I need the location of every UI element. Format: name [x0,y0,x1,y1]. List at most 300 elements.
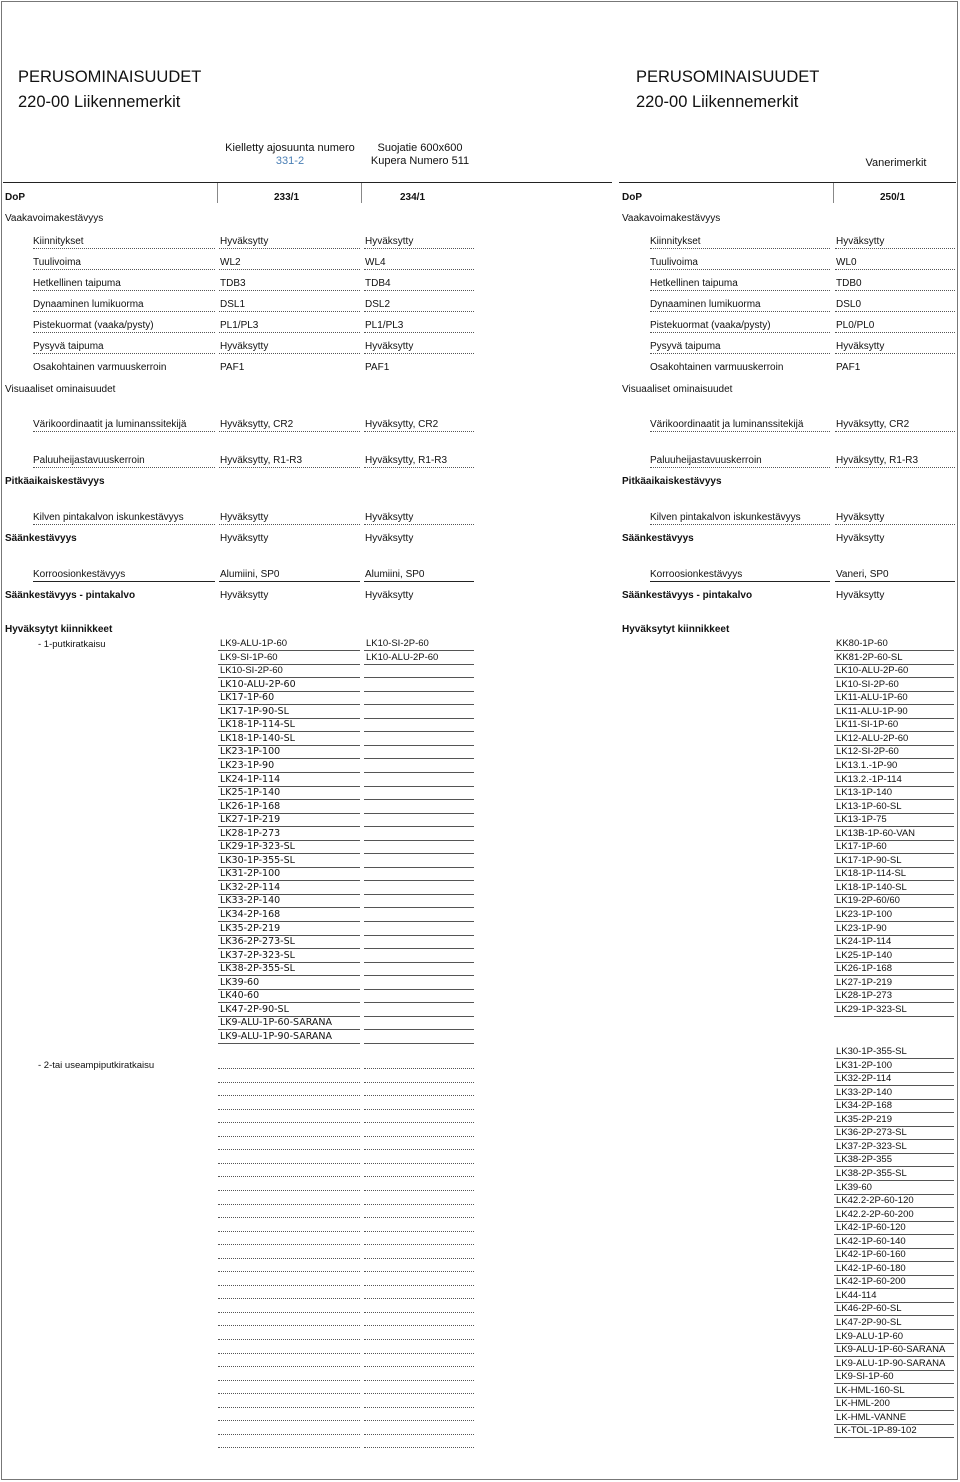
list-item-rule [364,799,474,800]
list-item-rule [364,907,474,908]
right-korr-name: Korroosionkestävyys [650,569,743,580]
empty-row-rule [218,1149,360,1150]
list-item: LK38-2P-355-SL [220,963,295,975]
left-vari-rule-v2 [364,431,474,432]
right-prop-name: Pysyvä taipuma [650,341,721,352]
left-paluu-rule [33,467,215,468]
list-item: LK34-2P-168 [836,1100,892,1112]
left-prop-v2: TDB4 [365,278,391,289]
list-item-rule [364,921,474,922]
left-col1-header-line1: Kielletty ajosuunta numero [225,142,355,154]
left-prop-rule-v2 [364,290,474,291]
empty-row-rule [218,1325,360,1326]
left-section-visual: Visuaaliset ominaisuudet [5,384,116,395]
list-item: LK13B-1P-60-VAN [836,827,916,839]
left-prop-v2: Hyväksytty [365,341,414,352]
right-prop-rule [650,269,830,270]
right-prop-rule-v [835,332,955,333]
left-prop-rule [33,353,215,354]
right-dop-divider [833,183,834,203]
left-kilven-v2: Hyväksytty [365,512,414,523]
left-prop-v1: Hyväksytty [220,236,269,247]
left-korr-rule-v2 [364,581,474,582]
left-dop-1: 233/1 [274,192,300,203]
empty-row-rule [364,1271,474,1272]
left-prop-rule-v1 [219,290,360,291]
list-item: LK31-2P-100 [220,868,281,880]
list-item: LK19-2P-60/60 [836,895,900,907]
left-vari-rule [33,431,215,432]
right-prop-name: Tuulivoima [650,257,698,268]
list-item-rule [364,867,474,868]
left-prop-name: Pysyvä taipuma [33,341,104,352]
empty-row-rule [218,1204,360,1205]
list-item: LK39-60 [220,976,260,988]
right-vari-name: Värikoordinaatit ja luminanssitekijä [650,419,804,430]
list-item: LK13.1.-1P-90 [836,759,898,771]
list-item: LK17-1P-90-SL [836,854,902,866]
empty-row-rule [364,1312,474,1313]
empty-row-rule [364,1380,474,1381]
empty-row-rule [364,1393,474,1394]
list-item: LK11-ALU-1P-90 [836,705,908,717]
list-item: LK30-1P-355-SL [836,1046,907,1057]
left-col1-header-line2: 331-2 [275,155,305,167]
empty-row-rule [364,1366,474,1367]
empty-row-rule [218,1420,360,1421]
right-saanp-name: Säänkestävyys - pintakalvo [622,590,753,601]
list-item-rule [364,786,474,787]
left-prop-v1: TDB3 [220,278,246,289]
right-section-pitka: Pitkäaikaiskestävyys [622,476,722,487]
right-paluu-rule-v [835,467,955,468]
left-prop-rule [33,248,215,249]
list-item: LK36-2P-273-SL [220,936,295,948]
right-vari-rule-v [835,431,955,432]
list-item: LK29-1P-323-SL [220,841,295,853]
empty-row-rule [364,1447,474,1448]
list-item-rule [364,758,474,759]
list-item-rule [364,935,474,936]
left-prop-name: Osakohtainen varmuuskerroin [33,362,167,373]
list-item: LK13-1P-75 [836,814,887,826]
list-item: LK28-1P-273 [836,990,892,1002]
empty-row-rule [364,1298,474,1299]
empty-row-rule [364,1420,474,1421]
right-section-visual: Visuaaliset ominaisuudet [622,384,733,395]
right-prop-v: PAF1 [836,362,861,373]
empty-row-rule [218,1298,360,1299]
left-prop-rule-v1 [219,248,360,249]
list-item: LK33-2P-140 [220,895,281,907]
list-item: LK42-1P-60-160 [836,1249,906,1261]
right-vari-v: Hyväksytty, CR2 [836,419,910,430]
list-item-rule [364,975,474,976]
left-paluu-rule-v2 [364,467,474,468]
empty-row-rule [364,1231,474,1232]
right-paluu-rule [650,467,830,468]
left-prop-v2: DSL2 [365,299,391,310]
list-item: LK9-ALU-1P-60-SARANA [220,1017,333,1029]
list-item-rule [364,772,474,773]
list-item-rule [364,677,474,678]
list-item: LK10-ALU-2P-60 [366,651,439,663]
list-item: LK24-1P-114 [220,773,281,785]
left-vari-v1: Hyväksytty, CR2 [220,419,294,430]
list-item: LK31-2P-100 [836,1059,892,1071]
list-item: LK38-2P-355 [836,1154,892,1166]
empty-row-rule [364,1095,474,1096]
left-prop-v1: PAF1 [220,362,245,373]
list-item: LK40-60 [220,990,260,1002]
list-item: LK13-1P-60-SL [836,800,902,812]
empty-row-rule [218,1176,360,1177]
list-item: LK26-1P-168 [220,800,281,812]
left-prop-name: Dynaaminen lumikuorma [33,299,144,310]
left-korr-v2: Alumiini, SP0 [365,569,425,580]
list-item-rule [834,1437,954,1438]
list-item: LK30-1P-355-SL [220,854,295,866]
list-item-rule [364,840,474,841]
right-prop-name: Dynaaminen lumikuorma [650,299,761,310]
list-item: LK34-2P-168 [220,909,281,920]
list-item: LK9-ALU-1P-90-SARANA [220,1030,333,1042]
empty-row-rule [218,1447,360,1448]
list-item-rule [364,1016,474,1017]
list-item: LK9-ALU-1P-60 [220,638,288,649]
left-korr-v1: Alumiini, SP0 [220,569,280,580]
list-item: LK23-1P-90 [836,922,887,934]
empty-row-rule [218,1068,360,1069]
left-section-kiinnikkeet: Hyväksytyt kiinnikkeet [5,624,113,635]
list-item: LK18-1P-140-SL [836,881,907,893]
list-item-rule [364,704,474,705]
left-prop-rule-v2 [364,248,474,249]
right-prop-rule-v [835,311,955,312]
left-prop-rule-v2 [364,332,474,333]
page-border [1,1,958,1480]
right-col-header: Vanerimerkit [865,157,927,169]
left-prop-rule-v2 [364,269,474,270]
left-kilven-name: Kilven pintakalvon iskunkestävyys [33,512,184,523]
left-title-2: 220-00 Liikennemerkit [18,93,181,111]
left-kilven-rule-v2 [364,524,474,525]
list-item: LK47-2P-90-SL [836,1317,902,1328]
empty-row-rule [218,1434,360,1435]
left-prop-rule-v1 [219,311,360,312]
left-prop-rule-v2 [364,353,474,354]
left-vari-rule-v1 [219,431,360,432]
left-kilven-rule [33,524,215,525]
left-sub-1putki: - 1-putkiratkaisu [38,639,106,650]
empty-row-rule [218,1380,360,1381]
list-item: LK12-SI-2P-60 [836,746,899,758]
left-saan-name: Säänkestävyys [5,533,77,544]
left-prop-rule [33,269,215,270]
left-prop-name: Kiinnitykset [33,236,84,247]
empty-row-rule [364,1149,474,1150]
list-item: LK9-SI-1P-60 [836,1371,894,1383]
right-kilven-v: Hyväksytty [836,512,885,523]
list-item: LK12-ALU-2P-60 [836,732,909,744]
right-saan-name: Säänkestävyys [622,533,694,544]
left-dop-label: DoP [5,192,25,203]
empty-row-rule [218,1258,360,1259]
empty-row-rule [364,1136,474,1137]
list-item-rule [364,1002,474,1003]
empty-row-rule [218,1231,360,1232]
list-item: LK9-ALU-1P-60-SARANA [836,1344,946,1356]
left-sub-2putki: - 2-tai useampiputkiratkaisu [38,1060,155,1071]
list-item: LK23-1P-90 [220,759,275,771]
right-prop-rule [650,332,830,333]
empty-row-rule [364,1082,474,1083]
list-item: LK11-ALU-1P-60 [836,692,908,704]
left-header-rule [3,182,612,183]
right-korr-rule [650,581,830,582]
empty-row-rule [364,1122,474,1123]
right-korr-v: Vaneri, SP0 [836,569,889,580]
list-item: LK18-1P-114-SL [220,719,295,731]
list-item: LK36-2P-273-SL [836,1127,907,1139]
empty-row-rule [218,1353,360,1354]
right-prop-v: Hyväksytty [836,341,885,352]
empty-row-rule [364,1190,474,1191]
list-item: LK10-SI-2P-60 [220,665,283,677]
right-prop-rule [650,248,830,249]
empty-row-rule [218,1163,360,1164]
list-item: LK18-1P-114-SL [836,868,907,880]
empty-row-rule [218,1393,360,1394]
list-item-rule [364,813,474,814]
list-item: LK9-ALU-1P-60 [836,1330,904,1342]
right-prop-name: Osakohtainen varmuuskerroin [650,362,784,373]
right-section-vaaka: Vaakavoimakestävyys [622,213,721,224]
left-prop-rule-v1 [219,353,360,354]
left-prop-v2: Hyväksytty [365,236,414,247]
list-item: LK9-ALU-1P-90-SARANA [836,1357,946,1369]
empty-row-rule [364,1339,474,1340]
left-prop-rule-v2 [364,311,474,312]
left-korr-rule-v1 [219,581,360,582]
list-item-rule [364,650,474,651]
left-prop-rule [33,311,215,312]
list-item: LK39-60 [836,1181,872,1193]
left-col2-header-line2: Kupera Numero 511 [370,155,470,167]
right-prop-rule-v [835,248,955,249]
right-korr-rule-v [835,581,955,582]
left-korr-rule [33,581,215,582]
empty-row-rule [218,1095,360,1096]
right-kilven-rule [650,524,830,525]
list-item: KK80-1P-60 [836,638,888,649]
empty-row-rule [218,1122,360,1123]
list-item-rule [364,1043,474,1044]
list-item: LK42-1P-60-200 [836,1276,906,1288]
left-prop-rule [33,332,215,333]
left-prop-rule-v1 [219,332,360,333]
empty-row-rule [218,1082,360,1083]
list-item: LK27-1P-219 [836,976,892,988]
right-title-1: PERUSOMINAISUUDET [636,68,820,86]
left-saan-v2: Hyväksytty [365,533,414,544]
list-item-rule [218,1043,360,1044]
list-item: LK11-SI-1P-60 [836,719,899,731]
list-item: LK42-1P-60-180 [836,1262,906,1274]
empty-row-rule [364,1068,474,1069]
list-item: LK38-2P-355-SL [836,1167,907,1179]
right-kilven-name: Kilven pintakalvon iskunkestävyys [650,512,801,523]
list-item: LK-TOL-1P-89-102 [836,1425,917,1437]
left-korr-name: Korroosionkestävyys [33,569,126,580]
list-item: LK46-2P-60-SL [836,1303,902,1315]
right-saanp-v: Hyväksytty [836,590,885,601]
list-item-rule [364,691,474,692]
empty-row-rule [218,1109,360,1110]
left-paluu-v1: Hyväksytty, R1-R3 [220,455,303,466]
left-kilven-v1: Hyväksytty [220,512,269,523]
list-item: LK28-1P-273 [220,827,281,839]
list-item: LK25-1P-140 [836,949,892,961]
list-item: LK10-ALU-2P-60 [836,665,909,677]
left-col2-header [362,142,478,168]
list-item: LK44-114 [836,1289,877,1301]
right-paluu-name: Paluuheijastavuuskerroin [650,455,762,466]
empty-row-rule [218,1312,360,1313]
right-prop-name: Hetkellinen taipuma [650,278,738,289]
right-dop: 250/1 [880,192,906,203]
right-prop-v: WL0 [836,257,857,268]
empty-row-rule [364,1109,474,1110]
right-prop-rule [650,290,830,291]
left-prop-v2: PAF1 [365,362,390,373]
list-item: LK17-1P-90-SL [220,705,289,717]
left-section-vaaka: Vaakavoimakestävyys [5,213,104,224]
empty-row-rule [364,1407,474,1408]
empty-row-rule [364,1163,474,1164]
left-dop-2: 234/1 [400,192,426,203]
right-vari-rule [650,431,830,432]
empty-row-rule [364,1325,474,1326]
right-prop-v: PL0/PL0 [836,320,875,331]
list-item: LK13.2.-1P-114 [836,773,902,785]
empty-row-rule [218,1407,360,1408]
left-prop-v1: PL1/PL3 [220,320,259,331]
right-title-2: 220-00 Liikennemerkit [636,93,799,111]
left-paluu-rule-v1 [219,467,360,468]
list-item-rule [834,1016,954,1017]
list-item: LK32-2P-114 [836,1073,892,1085]
list-item-rule [364,731,474,732]
list-item: LK17-1P-60 [836,841,887,853]
empty-row-rule [364,1258,474,1259]
list-item: LK37-2P-323-SL [220,949,295,961]
empty-row-rule [364,1353,474,1354]
list-item: LK-HML-200 [836,1398,890,1410]
left-kilven-rule-v1 [219,524,360,525]
left-prop-v1: DSL1 [220,299,246,310]
list-item: LK42.2-2P-60-120 [836,1195,914,1207]
empty-row-rule [364,1434,474,1435]
list-item: LK37-2P-323-SL [836,1140,907,1152]
right-dop-label: DoP [622,192,642,203]
list-item: LK26-1P-168 [836,963,892,975]
left-paluu-v2: Hyväksytty, R1-R3 [365,455,448,466]
left-prop-name: Pistekuormat (vaaka/pysty) [33,320,154,331]
right-prop-rule [650,353,830,354]
left-prop-rule [33,290,215,291]
empty-row-rule [218,1244,360,1245]
empty-row-rule [218,1271,360,1272]
list-item: LK47-2P-90-SL [220,1003,289,1015]
left-saan-v1: Hyväksytty [220,533,269,544]
left-section-pitka: Pitkäaikaiskestävyys [5,476,105,487]
list-item: LK23-1P-100 [836,909,892,920]
empty-row-rule [218,1366,360,1367]
right-prop-name: Pistekuormat (vaaka/pysty) [650,320,771,331]
right-prop-rule-v [835,353,955,354]
empty-row-rule [364,1204,474,1205]
left-saanp-name: Säänkestävyys - pintakalvo [5,590,136,601]
empty-row-rule [218,1190,360,1191]
list-item: LK24-1P-114 [836,936,892,948]
left-col1-header [218,142,362,168]
empty-row-rule [364,1285,474,1286]
left-saanp-v2: Hyväksytty [365,590,414,601]
left-dop-divider-1 [217,183,218,203]
left-prop-v2: PL1/PL3 [365,320,404,331]
left-paluu-name: Paluuheijastavuuskerroin [33,455,145,466]
empty-row-rule [218,1339,360,1340]
left-saanp-v1: Hyväksytty [220,590,269,601]
right-prop-rule-v [835,269,955,270]
right-prop-v: Hyväksytty [836,236,885,247]
left-vari-v2: Hyväksytty, CR2 [365,419,439,430]
list-item-rule [364,989,474,990]
list-item: LK10-SI-2P-60 [366,638,429,649]
list-item: LK10-SI-2P-60 [836,678,899,690]
list-item: KK81-2P-60-SL [836,651,903,663]
list-item-rule [364,664,474,665]
right-saan-v: Hyväksytty [836,533,885,544]
list-item-rule [364,826,474,827]
list-item-rule [364,880,474,881]
list-item: LK32-2P-114 [220,881,281,893]
left-prop-rule-v1 [219,269,360,270]
list-item: LK27-1P-219 [220,814,281,826]
list-item: LK9-SI-1P-60 [220,651,278,663]
list-item-rule [364,962,474,963]
right-kilven-rule-v [835,524,955,525]
right-section-kiinnikkeet: Hyväksytyt kiinnikkeet [622,624,730,635]
empty-row-rule [364,1176,474,1177]
left-prop-name: Tuulivoima [33,257,81,268]
list-item: LK29-1P-323-SL [836,1003,907,1015]
list-item: LK-HML-VANNE [836,1411,907,1423]
empty-row-rule [218,1285,360,1286]
list-item: LK13-1P-140 [836,787,892,799]
list-item: LK42.2-2P-60-200 [836,1208,914,1220]
list-item-rule [364,853,474,854]
list-item: LK35-2P-219 [220,922,281,934]
left-vari-name: Värikoordinaatit ja luminanssitekijä [33,419,187,430]
empty-row-rule [218,1136,360,1137]
right-prop-v: DSL0 [836,299,862,310]
right-prop-rule [650,311,830,312]
empty-row-rule [218,1217,360,1218]
list-item: LK10-ALU-2P-60 [220,678,296,690]
left-prop-v2: WL4 [365,257,386,268]
